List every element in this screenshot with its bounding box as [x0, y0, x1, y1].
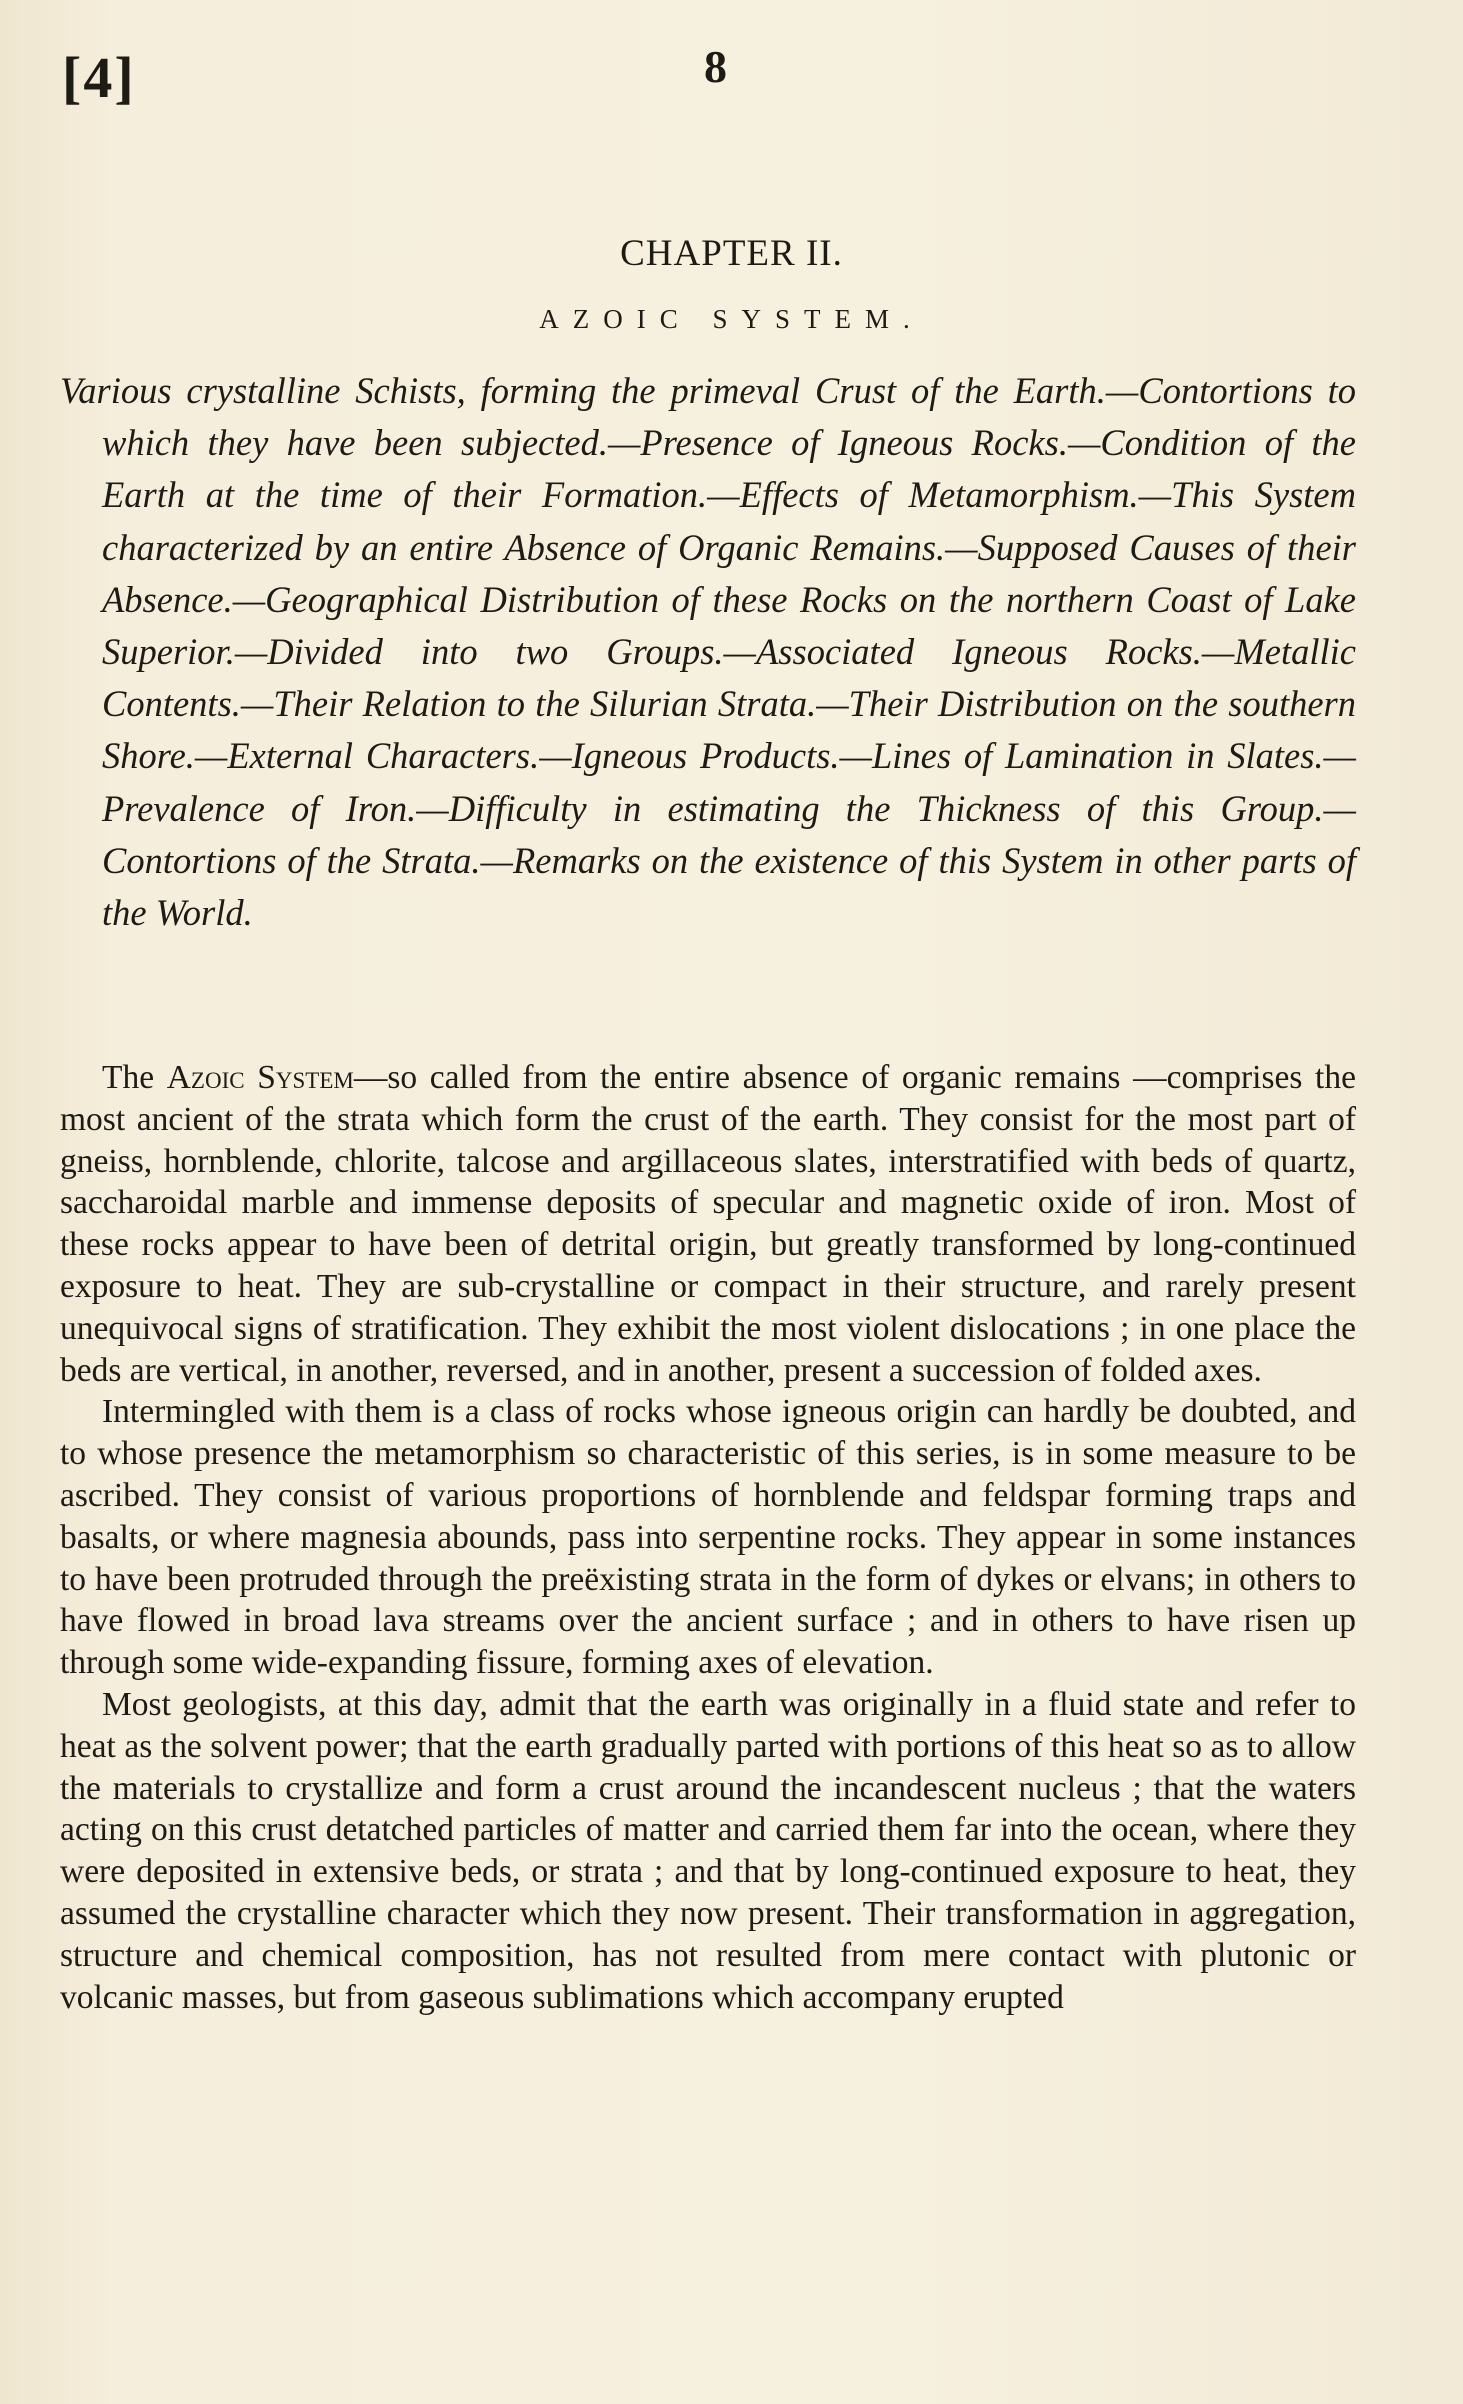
page-header — [62, 41, 1401, 114]
term-azoic-system: Azoic System — [166, 1059, 354, 1096]
paragraph-lead: The — [102, 1059, 167, 1096]
body-text — [60, 1057, 1356, 2018]
signature-mark: [4] — [62, 45, 136, 110]
paragraph — [60, 1684, 1356, 2018]
paragraph-text: Intermingled with them is a class of rocks whose igneous origin can hardly be doubted, and to whose presence the metamorphism so characteristic of this series, is in some measure to be ascribed. They consist of various proportions of hornblende and feldspar forming traps and basalts, or where magnesia abounds, pass into serpentine rocks. They appear in some instances to have been protruded through the preëxisting strata in the form of dykes or elvans; in others to have flowed in broad lava streams over the ancient surface ; and in others to have risen up through some wide-expanding fissure, forming axes of elevation. — [60, 1393, 1356, 1682]
paragraph-text: Most geologists, at this day, admit that the earth was originally in a fluid state and refer to heat as the solvent power; that the earth gradually parted with portions of this heat so as to allow the materials to crystallize and form a crust around the incandescent nucleus ; that the waters acting on this crust detatched particles of matter and carried them far into the ocean, where they were deposited in extensive beds, or strata ; and that by long-continued exposure to heat, they assumed the crystalline character which they now present. Their transformation in aggregation, structure and chemical composition, has not resulted from mere contact with plutonic or volcanic masses, but from gaseous sublimations which accompany erupted — [60, 1685, 1356, 2016]
chapter-summary: Various crystalline Schists, forming the primeval Crust of the Earth.—Contortions to which they have been subjected.—Presence of Igneous Rocks.—Condition of the Earth at the time of their Formation.—Effects of Metamorphism.—This System characterized by an entire Absence of Organic Remains.—Supposed Causes of their Absence.—Geographical Distribution of these Rocks on the northern Coast of Lake Superior.—Divided into two Groups.—Associated Igneous Rocks.—Metallic Contents.—Their Relation to the Silurian Strata.—Their Distribution on the southern Shore.—External Characters.—Igneous Products.—Lines of Lamination in Slates.—Prevalence of Iron.—Difficulty in estimating the Thickness of this Group.—Contortions of the Strata.—Remarks on the existence of this System in other parts of the World. — [60, 370, 1356, 934]
paragraph-text: —so called from the entire absence of organic remains —comprises the most ancient of the strata which form the crust of the earth. They consist for the most part of gneiss, hornblende, chlorite, talcose and argillaceous slates, interstratified with beds of quartz, saccharoidal marble and immense deposits of specular and magnetic oxide of iron. Most of these rocks appear to have been of detrital origin, but greatly transformed by long-continued exposure to heat. They are sub-crystalline or compact in their structure, and rarely present unequivocal signs of stratification. They exhibit the most violent dislocations ; in one place the beds are vertical, in another, reversed, and in another, present a succession of folded axes. — [60, 1059, 1356, 1389]
paragraph — [60, 1391, 1356, 1684]
chapter-subtitle: AZOIC SYSTEM. — [539, 304, 924, 334]
page-number: 8 — [704, 41, 727, 92]
paragraph — [60, 1057, 1356, 1391]
chapter-title: CHAPTER II. — [620, 233, 843, 274]
